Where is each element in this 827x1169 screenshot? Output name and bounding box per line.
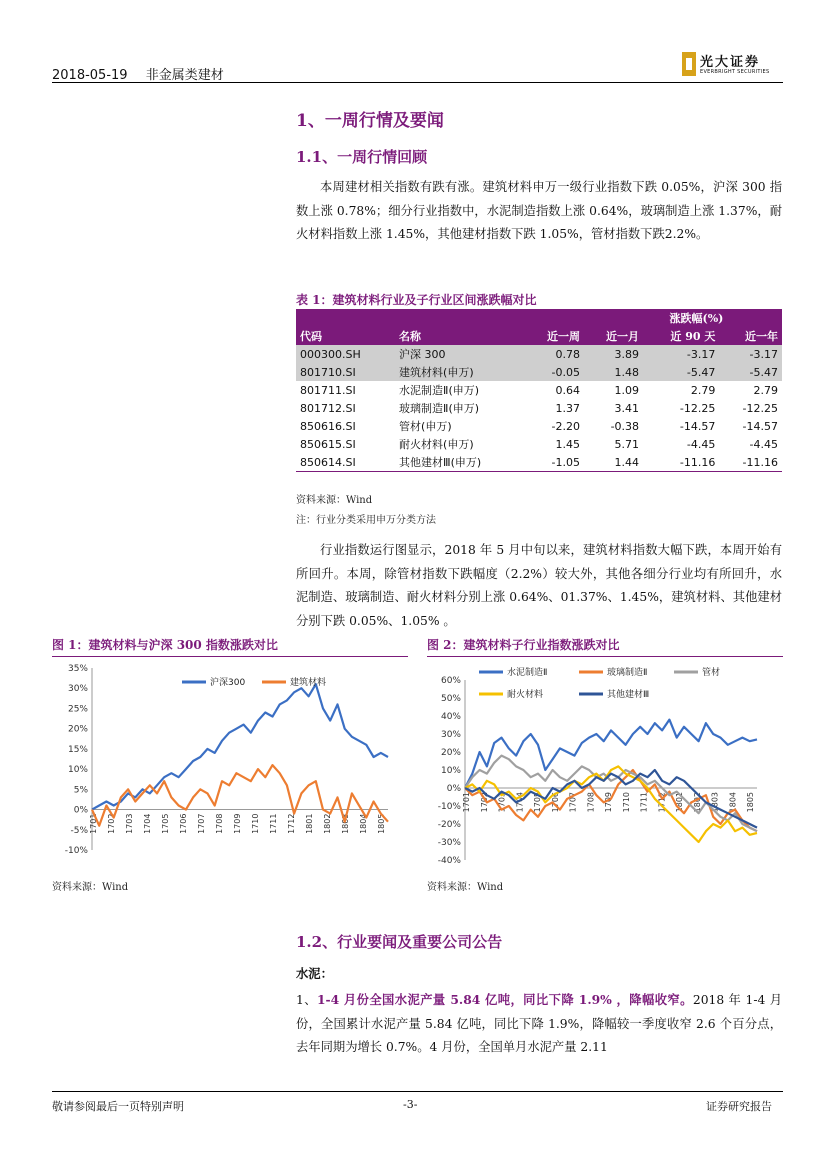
x-tick-label: 1712	[287, 813, 296, 834]
x-tick-label: 1802	[692, 792, 702, 813]
cell: -0.38	[610, 419, 640, 433]
x-tick-label: 1701	[89, 813, 98, 834]
col-header: 近 90 天	[670, 330, 716, 343]
x-tick-label: 1708	[586, 792, 596, 813]
cell: -0.05	[525, 363, 584, 381]
figure2-source: 资料来源：Wind	[427, 882, 504, 893]
table-row	[296, 399, 782, 417]
figure1-caption: 图 1：建筑材料与沪深 300 指数涨跌对比	[52, 638, 278, 652]
col-header: 代码	[300, 330, 322, 343]
cell: 5.71	[614, 437, 640, 451]
x-tick-label: 1707	[568, 792, 578, 813]
item-body: 2018 年 1-4 月份，全国累计水泥产量 5.84 亿吨，同比下降 1.9%，降幅较一季度收窄 2.6 个百分点，去年同期为增长 0.7%。4 月份，全国单月水泥产量 2.11	[296, 993, 782, 1054]
cell: 管材(申万)	[399, 420, 452, 433]
figure2-rule	[427, 656, 783, 657]
section-title-1-2: 1.2、行业要闻及重要公司公告	[296, 933, 503, 951]
y-tick-label: -5%	[70, 825, 88, 836]
y-tick-label: 35%	[67, 664, 88, 674]
cell: 2.79	[690, 383, 716, 397]
y-tick-label: 10%	[67, 765, 88, 776]
x-tick-label: 1704	[515, 792, 525, 813]
x-tick-label: 1802	[323, 813, 332, 834]
x-tick-label: 1706	[550, 792, 560, 813]
cell: -5.47	[719, 363, 782, 381]
chart-subindustry	[427, 660, 783, 874]
cell: 0.78	[525, 345, 584, 363]
y-tick-label: 10%	[440, 766, 461, 776]
cell: 000300.SH	[296, 345, 395, 363]
cell: -12.25	[742, 401, 778, 415]
figure2-caption: 图 2：建筑材料子行业指数涨跌对比	[427, 638, 620, 652]
table-caption: 表 1：建筑材料行业及子行业区间涨跌幅对比	[296, 293, 537, 307]
col-header: 近一年	[745, 330, 778, 343]
x-tick-label: 1711	[639, 792, 649, 813]
figure1-rule	[52, 656, 408, 657]
footer-report-type: 证券研究报告	[706, 1100, 772, 1113]
legend-label: 水泥制造Ⅱ	[507, 668, 548, 678]
cell: -4.45	[749, 437, 778, 451]
legend-label: 耐火材料	[507, 690, 544, 700]
footer-disclaimer: 敬请参阅最后一页特别声明	[52, 1100, 184, 1113]
index-trend-paragraph: 行业指数运行图显示，2018 年 5 月中旬以来，建筑材料指数大幅下跌，本周开始有所回升。本周，除管材指数下跌幅度（2.2%）较大外，其他各细分行业均有所回升，水泥制造、玻璃制造、耐火材料分别上涨 0.64%、01.37%、1.45%，建筑材料、其他建材分别下跌 0.05%、1.05% 。	[296, 543, 782, 628]
y-tick-label: 60%	[440, 676, 461, 686]
logo-text-cn: 光大证券	[700, 55, 761, 70]
item-number: 1、	[296, 993, 317, 1007]
section-title-1: 1、一周行情及要闻	[296, 111, 444, 131]
table-group-header	[296, 309, 782, 327]
cell: 850614.SI	[300, 455, 356, 469]
x-tick-label: 1709	[233, 813, 242, 834]
x-tick-label: 1805	[746, 792, 755, 813]
x-tick-label: 1701	[462, 792, 471, 813]
col-header: 名称	[399, 330, 422, 343]
x-tick-label: 1704	[143, 813, 152, 834]
logo-text-en: EVERBRIGHT SECURITIES	[700, 69, 770, 75]
x-tick-label: 1803	[341, 813, 350, 834]
cell: -2.20	[551, 419, 580, 433]
cell: 玻璃制造Ⅱ(申万)	[399, 402, 480, 415]
table-row	[296, 453, 782, 471]
cell: 1.09	[614, 383, 640, 397]
y-tick-label: -30%	[437, 838, 461, 848]
y-tick-label: 30%	[67, 684, 88, 695]
cell: 801710.SI	[296, 363, 395, 381]
x-tick-label: 1710	[621, 792, 631, 813]
x-tick-label: 1708	[215, 813, 224, 834]
x-tick-label: 1804	[359, 813, 368, 834]
x-tick-label: 1705	[533, 792, 542, 813]
cell: -11.16	[679, 455, 716, 469]
cell: -14.57	[742, 419, 778, 433]
y-tick-label: -40%	[437, 856, 461, 866]
cell: -12.25	[679, 401, 716, 415]
cell: -1.05	[551, 455, 580, 469]
cement-subheading: 水泥：	[296, 966, 333, 981]
x-tick-label: 1709	[604, 792, 613, 813]
table-row	[296, 435, 782, 453]
cell: 水泥制造Ⅱ(申万)	[399, 384, 480, 397]
col-header: 近一周	[546, 330, 580, 343]
company-logo	[682, 50, 782, 80]
cell: -3.17	[719, 345, 782, 363]
performance-table	[296, 309, 782, 472]
x-tick-label: 1705	[161, 813, 170, 834]
x-tick-label: 1801	[675, 792, 684, 813]
x-tick-label: 1702	[479, 792, 489, 813]
y-tick-label: 0%	[73, 805, 88, 816]
y-tick-label: -10%	[437, 802, 461, 812]
x-tick-label: 1707	[197, 813, 206, 834]
cement-news-item	[296, 988, 782, 1060]
cell: 其他建材Ⅲ(申万)	[399, 456, 482, 469]
group-header-label: 涨跌幅(%)	[669, 312, 724, 325]
x-tick-label: 1703	[497, 792, 507, 813]
y-tick-label: 15%	[67, 744, 88, 755]
table-row	[296, 345, 782, 363]
y-tick-label: 20%	[440, 748, 461, 758]
footer-divider	[52, 1091, 783, 1092]
header-divider	[52, 82, 783, 83]
y-tick-label: 5%	[73, 785, 88, 796]
cell: 1.37	[555, 401, 580, 415]
cell: 沪深 300	[395, 345, 525, 363]
weekly-review-paragraph: 本周建材相关指数有跌有涨。建筑材料申万一级行业指数下跌 0.05%，沪深 300 指数上涨 0.78%；细分行业指数中，水泥制造指数上涨 0.64%，玻璃制造上涨 1.37%，耐火材料指数上涨 1.45%，其他建材指数下跌 1.05%，管材指数下跌2.2%。	[296, 180, 782, 241]
x-tick-label: 1804	[728, 792, 738, 813]
report-category: 非金属类建材	[145, 68, 224, 83]
chart-building-vs-hs300	[52, 660, 408, 874]
cell: -5.47	[643, 363, 719, 381]
logo-icon	[682, 52, 696, 76]
table-row	[296, 381, 782, 399]
x-tick-label: 1710	[251, 813, 260, 834]
x-tick-label: 1805	[377, 813, 386, 834]
legend-label: 建筑材料	[290, 678, 327, 688]
table-row	[296, 363, 782, 381]
cell: 850616.SI	[300, 419, 356, 433]
table-note: 注：行业分类采用申万分类方法	[296, 515, 436, 526]
cell: 801711.SI	[300, 383, 356, 397]
x-tick-label: 1712	[657, 792, 667, 813]
cell: 1.48	[584, 363, 643, 381]
report-date: 2018-05-19	[52, 68, 128, 83]
legend-label: 沪深300	[210, 678, 246, 688]
legend-label: 管材	[702, 668, 721, 678]
header-info	[52, 64, 238, 83]
table-row	[296, 417, 782, 435]
cell: 3.89	[584, 345, 643, 363]
y-tick-label: -20%	[437, 820, 461, 830]
item-headline: 1-4 月份全国水泥产量 5.84 亿吨，同比下降 1.9% ，降幅收窄。	[316, 992, 693, 1007]
cell: -4.45	[686, 437, 716, 451]
cell: 0.64	[555, 383, 580, 397]
cell: 建筑材料(申万)	[395, 363, 525, 381]
y-tick-label: 0%	[446, 784, 461, 794]
figure1-source: 资料来源：Wind	[52, 882, 129, 893]
cell: 1.44	[614, 455, 640, 469]
y-tick-label: 25%	[67, 704, 88, 715]
page-number: -3-	[403, 1098, 418, 1111]
section-title-1-1: 1.1、一周行情回顾	[296, 148, 428, 166]
col-header: 近一月	[606, 330, 640, 343]
table-header-row	[296, 327, 782, 345]
cell: 1.45	[555, 437, 580, 451]
cell: -3.17	[643, 345, 719, 363]
cell: 耐火材料(申万)	[399, 438, 474, 451]
cell: -14.57	[679, 419, 716, 433]
x-tick-label: 1702	[107, 813, 116, 834]
x-tick-label: 1706	[179, 813, 188, 834]
x-tick-label: 1803	[710, 792, 720, 813]
legend-label: 玻璃制造Ⅱ	[607, 668, 648, 678]
cell: 3.41	[614, 401, 640, 415]
y-tick-label: 40%	[440, 712, 461, 722]
series-line-0	[465, 720, 757, 788]
cell: 2.79	[753, 383, 778, 397]
y-tick-label: 30%	[440, 730, 461, 740]
x-tick-label: 1801	[305, 813, 314, 834]
y-tick-label: -10%	[64, 846, 88, 856]
x-tick-label: 1703	[125, 813, 134, 834]
cell: 850615.SI	[300, 437, 356, 451]
cell: -11.16	[742, 455, 778, 469]
y-tick-label: 50%	[440, 694, 461, 704]
legend-label: 其他建材Ⅲ	[607, 690, 650, 700]
cell: 801712.SI	[300, 401, 356, 415]
y-tick-label: 20%	[67, 724, 88, 735]
series-line-0	[92, 684, 388, 809]
x-tick-label: 1711	[269, 813, 278, 834]
table-source: 资料来源：Wind	[296, 495, 373, 506]
